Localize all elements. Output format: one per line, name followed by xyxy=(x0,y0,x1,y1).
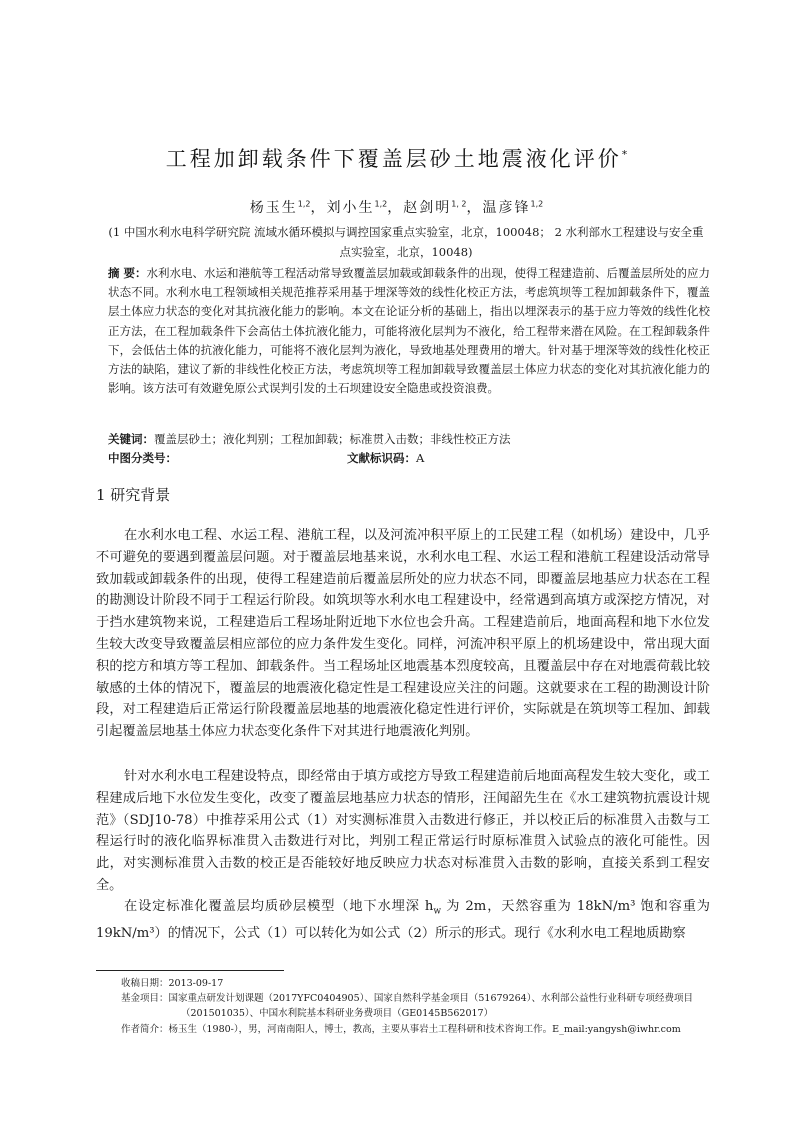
author-affiliation-mark: 1, 2 xyxy=(451,199,467,209)
section-heading: 1 研究背景 xyxy=(96,486,171,504)
author-affiliation-mark: 1,2 xyxy=(530,199,544,209)
doc-code-value: A xyxy=(416,451,425,465)
affiliation-line: (1 中国水利水电科学研究院 流域水循环模拟与调控国家重点实验室，北京，100048； 2 水利部水工程建设与安全重 xyxy=(108,225,704,239)
title-footnote-mark: * xyxy=(621,148,628,161)
footnote-divider xyxy=(96,970,284,971)
footnote-author-bio: 作者简介：杨玉生（1980-），男，河南南阳人，博士，教高，主要从事岩土工程科研和技术咨询工作。E_mail:yangysh@iwhr.com xyxy=(121,1023,681,1035)
author-name: 杨玉生 xyxy=(249,200,298,216)
title-text: 工程加卸载条件下覆盖层砂土地震液化评价 xyxy=(165,147,622,171)
abstract-label: 摘 要： xyxy=(108,266,147,280)
body-paragraph xyxy=(96,896,710,945)
affiliation-line: 点实验室，北京，10048) xyxy=(339,245,473,259)
footnotes xyxy=(121,976,716,1037)
author-name: 赵剑明 xyxy=(403,200,452,216)
abstract xyxy=(108,264,710,398)
author-affiliation-mark: 1,2 xyxy=(374,199,388,209)
author-list: 杨玉生$^{1,2}$，刘小生$^{1,2}$，赵剑明$^{1, 2}$，温彦锋$^{1,2}$ xyxy=(249,199,544,216)
footnote-received: 收稿日期：2013-09-17 xyxy=(121,978,224,989)
paragraph-text: 在设定标准化覆盖层均质砂层模型（地下水埋深 h xyxy=(124,899,434,914)
author-name: 温彦锋 xyxy=(482,200,531,216)
keywords xyxy=(108,430,710,449)
keywords-text: 覆盖层砂土；液化判别；工程加卸载；标准贯入击数；非线性校正方法 xyxy=(154,432,511,446)
author-name: 刘小生 xyxy=(326,200,375,216)
abstract-text: 水利水电、水运和港航等工程活动常导致覆盖层加载或卸载条件的出现，使得工程建造前、后覆盖层所处的应力状态不同。水利水电工程领域相关规范推荐采用基于埋深等效的线性化校正方法，考虑筑坝等工程加卸载条件下，覆盖层土体应力状态的变化对其抗液化能力的影响。本文在论证分析的基础上，指出以埋深表示的基于应力等效的线性化校正方法，在工程加载条件下会高估土体抗液化能力，可能将液化层判为不液化，给工程带来潜在风险。在工程卸载条件下，会低估土体的抗液化能力，可能将不液化层判为液化，导致地基处理费用的增大。针对基于埋深等效的线性化校正方法的缺陷，建议了新的非线性化校正方法，考虑筑坝等工程加卸载导致覆盖层土体应力状态的变化对其抗液化能力的影响。该方法可有效避免原公式误判引发的土石坝建设安全隐患或投资浪费。 xyxy=(108,266,711,396)
body-paragraph: 针对水利水电工程建设特点，即经常由于填方或挖方导致工程建造前后地面高程发生较大变化，或工程建成后地下水位发生变化，改变了覆盖层地基应力状态的情形，汪闻韶先生在《水工建筑物抗震设计规范》（SDJ10-78）中推荐采用公式（1）对实测标准贯入击数进行修正，并以校正后的标准贯入击数与工程运行时的液化临界标准贯入击数进行对比，判别工程正常运行时原标准贯入试验点的液化可能性。因此，对实测标准贯入击数的校正是否能较好地反映应力状态对标准贯入击数的影响，直接关系到工程安全。 xyxy=(96,769,710,893)
keywords-label: 关键词： xyxy=(108,432,154,446)
body-paragraph: 在水利水电工程、水运工程、港航工程，以及河流冲积平原上的工民建工程（如机场）建设中，几乎不可避免的要遇到覆盖层问题。对于覆盖层地基来说，水利水电工程、水运工程和港航工程建设活动常导致加载或卸载条件的出现，使得工程建造前后覆盖层所处的应力状态不同，即覆盖层地基应力状态在工程的勘测设计阶段不同于工程运行阶段。如筑坝等水利水电工程建设中，经常遇到高填方或深挖方情况，对于挡水建筑物来说，工程建造后工程场址附近地下水位也会升高。工程建造前后，地面高程和地下水位发生较大改变导致覆盖层相应部位的应力条件发生变化。同样，河流冲积平原上的机场建设中，常出现大面积的挖方和填方等工程加、卸载条件。当工程场址区地震基本烈度较高，且覆盖层中存在对地震荷载比较敏感的土体的情况下，覆盖层的地震液化稳定性是工程建设应关注的问题。这就要求在工程的勘测设计阶段，对工程建造后正常运行阶段覆盖层地基的地震液化稳定性进行评价，实际就是在筑坝等工程加、卸载引起覆盖层地基土体应力状态变化条件下对其进行地震液化判别。 xyxy=(96,528,710,740)
clc-label: 中图分类号： xyxy=(108,451,177,465)
doc-code-label: 文献标识码： xyxy=(347,451,416,465)
footnote-funding: 基金项目：国家重点研发计划课题（2017YFC0404905）、国家自然科学基金项目（51679264）、水利部公益性行业科研专项经费项目 xyxy=(121,993,693,1005)
paper-title xyxy=(0,143,793,173)
footnote-funding-cont: （201501035）、中国水利院基本科研业务费项目（GE0145B562017） xyxy=(181,1008,494,1020)
affiliations xyxy=(106,222,706,262)
subscript-w: w xyxy=(433,906,442,917)
paragraph-text: 为 2m，天然容重为 18kN/m³ 饱和容重为 19kN/m³）的情况下，公式（1）可以转化为如公式（2）所示的形式。现行《水利水电工程地质勘察 xyxy=(96,899,710,942)
document-code xyxy=(347,449,424,468)
author-affiliation-mark: 1,2 xyxy=(297,199,311,209)
